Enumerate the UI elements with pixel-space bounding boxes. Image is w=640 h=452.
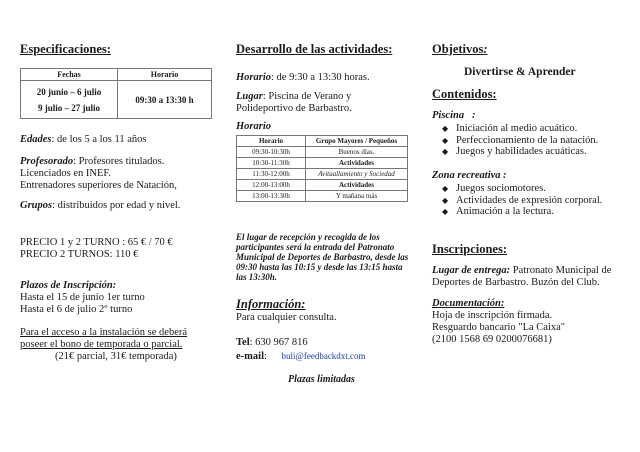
list-item: ◆ Animación a la lectura. — [442, 206, 554, 217]
schedule-time: 09:30-10:30h — [237, 147, 306, 158]
grupos-line — [20, 200, 180, 212]
diamond-bullet-icon: ◆ — [442, 195, 449, 205]
pickup-line-4: 09:30 hasta las 10:15 y desde las 13:15 hasta — [236, 262, 403, 272]
lugar-line-2: Polideportivo de Barbastro. — [236, 103, 352, 114]
profesorado-line — [20, 156, 164, 168]
documentacion-line: Documentación: — [432, 298, 505, 309]
profesorado-label: Profesorado — [20, 156, 74, 167]
list-item: ◆ Iniciación al medio acuático. — [442, 123, 578, 134]
zona-label: Zona recreativa — [432, 170, 501, 181]
profesorado-text: : Profesores titulados. — [73, 156, 165, 167]
edades-line — [20, 134, 146, 146]
objetivos-label: Objetivos — [432, 42, 484, 56]
entrega-label: Lugar de entrega: — [432, 265, 511, 276]
schedule-row — [237, 147, 408, 158]
fechas-turno-1: 20 junio – 6 julio — [36, 86, 102, 97]
lugar-text: : Piscina de Verano y — [262, 91, 352, 102]
pickup-line-2: participantes será la entrada del Patronato — [236, 242, 395, 252]
schedule-row — [237, 180, 408, 191]
acceso-line-1: Para el acceso a la instalación se deberá — [20, 327, 188, 338]
schedule-activity: Avituallamiento y Sociedad — [306, 169, 408, 180]
precio-2: PRECIO 2 TURNOS: 110 € — [20, 249, 139, 260]
profesorado-line-3: Entrenadores superiores de Natación, — [20, 180, 177, 191]
fechas-cell — [21, 81, 118, 119]
list-item: ◆ Juegos y habilidades acuáticas. — [442, 146, 587, 157]
plazos-label: Plazos de Inscripción: — [20, 280, 117, 291]
contenidos-title: Contenidos: — [432, 87, 497, 101]
pickup-line-3: Municipal de Deportes de Barbastro, desde las — [236, 252, 409, 262]
diamond-bullet-icon: ◆ — [442, 135, 449, 145]
documentacion-line-1: Hoja de inscripción firmada. — [432, 310, 553, 321]
pickup-line-5: las 13:30h. — [236, 272, 278, 282]
desarrollo-title: Desarrollo de las actividades: — [236, 42, 393, 56]
horario-text: : de 9:30 a 13:30 horas. — [271, 72, 370, 83]
tel-label: Tel — [236, 337, 250, 348]
schedule-row — [237, 169, 408, 180]
schedule-header-horario: Horario — [237, 136, 306, 147]
tel-text: : 630 967 816 — [249, 337, 308, 348]
email-link[interactable]: buli@feedbackdxt.com — [281, 351, 366, 361]
edades-text: : de los 5 a los 11 años — [51, 134, 147, 145]
plazas-limitadas: Plazas limitadas — [288, 374, 355, 385]
motto: Divertirse & Aprender — [464, 66, 576, 78]
objetivos-colon: : — [483, 42, 488, 56]
schedule-time: 12:00-13:00h — [237, 180, 306, 191]
list-item: ◆ Actividades de expresión corporal. — [442, 194, 603, 206]
plazos-line-1: Hasta el 15 de junio 1er turno — [20, 292, 145, 303]
entrega-line — [432, 265, 611, 277]
precio-1: PRECIO 1 y 2 TURNO : 65 € / 70 € — [20, 237, 173, 248]
schedule-time: 10:30-11:30h — [237, 158, 306, 169]
diamond-bullet-icon: ◆ — [442, 124, 449, 133]
schedule-activity: Buenos días. — [306, 147, 408, 158]
inscripciones-title: Inscripciones: — [432, 242, 507, 256]
especificaciones-title: Especificaciones: — [20, 42, 111, 56]
fechas-turno-2: 9 julio – 27 julio — [37, 102, 100, 113]
plazos-line-2: Hasta el 6 de julio 2º turno — [20, 304, 133, 315]
schedule-table — [236, 135, 408, 202]
entrega-line-2: Deportes de Barbastro. Buzón del Club. — [432, 277, 600, 288]
lugar-label: Lugar — [236, 91, 263, 102]
zona-list — [442, 183, 602, 218]
schedule-row — [237, 158, 408, 169]
horario-label: Horario — [236, 72, 272, 83]
acceso-line-3: (21€ parcial, 31€ temporada) — [55, 351, 177, 362]
horario-2-label: Horario — [236, 121, 272, 132]
horario-header: Horario — [118, 69, 212, 81]
documentacion-line-3: (2100 1568 69 0200076681) — [432, 334, 552, 345]
tel-line — [236, 337, 308, 349]
fechas-horario-table — [20, 68, 212, 119]
schedule-row — [237, 191, 408, 202]
schedule-activity: Actividades — [306, 180, 408, 191]
documentacion-label: Documentación — [432, 298, 501, 309]
informacion-text: Para cualquier consulta. — [236, 312, 337, 323]
schedule-activity: Actividades — [306, 158, 408, 169]
acceso-line-2: poseer el bono de temporada o parcial. — [20, 339, 183, 350]
lugar-line — [236, 91, 351, 103]
horario-cell: 09:30 a 13:30 h — [118, 81, 212, 119]
diamond-bullet-icon: ◆ — [442, 207, 449, 216]
email-line — [236, 350, 366, 363]
documentacion-line-2: Resguardo bancario "La Caixa" — [432, 322, 566, 333]
horario-line — [236, 72, 370, 84]
schedule-activity: Y mañana más — [306, 191, 408, 202]
grupos-text: : distribuidos por edad y nivel. — [52, 200, 181, 211]
pickup-line-1: El lugar de recepción y recogida de los — [236, 232, 380, 242]
fechas-header: Fechas — [21, 69, 118, 81]
email-label: e-mail — [236, 351, 264, 362]
entrega-text: Patronato Municipal de — [510, 265, 612, 276]
schedule-time: 13:00-13:30h — [237, 191, 306, 202]
objetivos-title — [432, 42, 488, 57]
list-item: ◆ Perfeccionamiento de la natación. — [442, 134, 599, 146]
diamond-bullet-icon: ◆ — [442, 184, 449, 193]
informacion-title: Información: — [236, 297, 306, 311]
piscina-label: Piscina — [432, 110, 465, 121]
profesorado-line-2: Licenciados en INEF. — [20, 168, 112, 179]
piscina-list — [442, 123, 598, 158]
edades-label: Edades — [20, 134, 52, 145]
grupos-label: Grupos — [20, 200, 53, 211]
schedule-time: 11:30-12:00h — [237, 169, 306, 180]
list-item: ◆ Juegos sociomotores. — [442, 183, 546, 194]
schedule-header-grupo: Grupo Mayores / Pequeños — [306, 136, 408, 147]
diamond-bullet-icon: ◆ — [442, 147, 449, 156]
email-colon: : — [264, 351, 267, 362]
